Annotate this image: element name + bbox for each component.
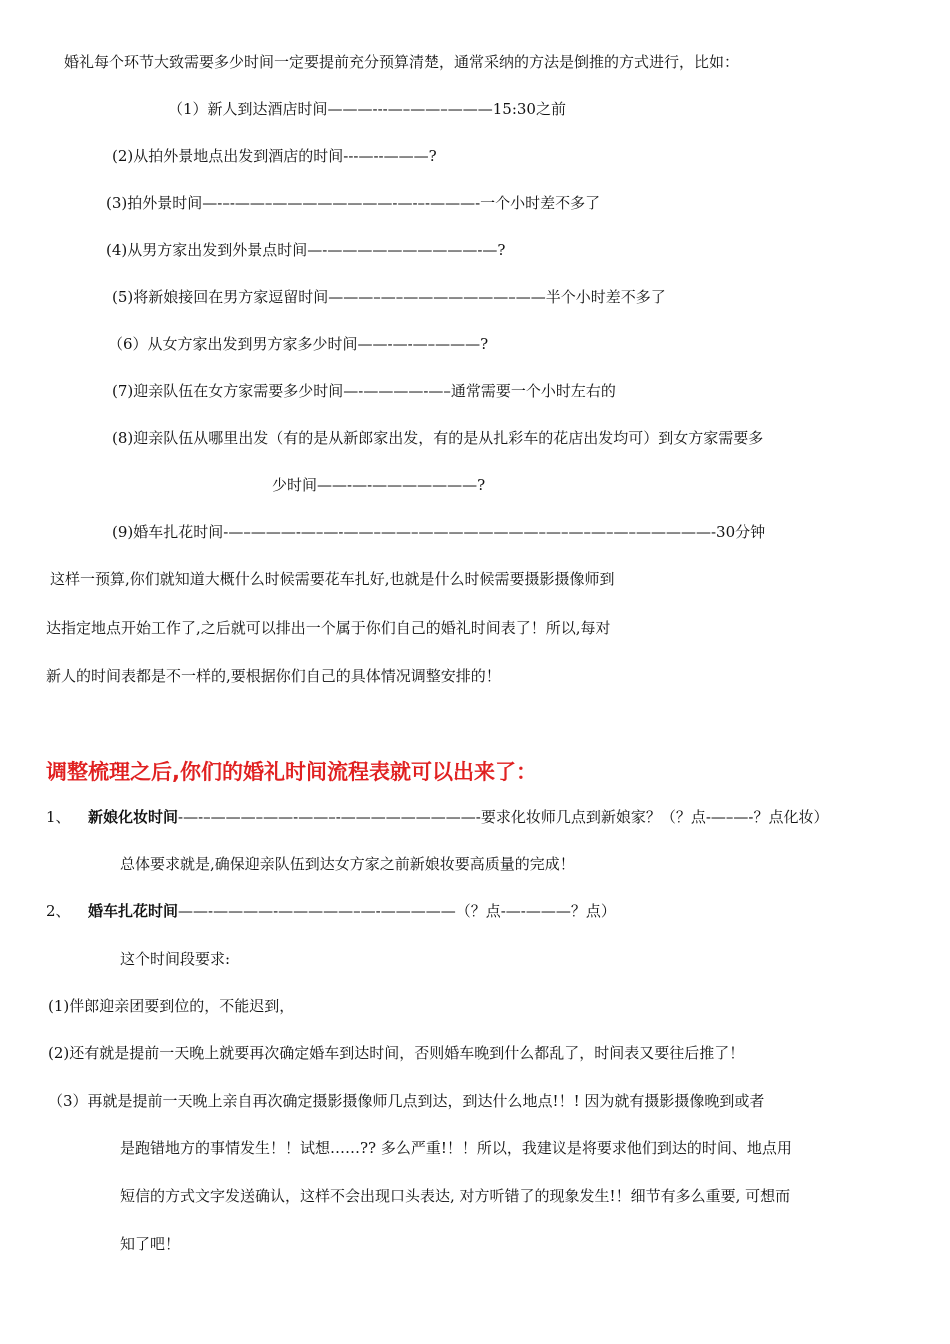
- step-8: (8)迎亲队伍从哪里出发（有的是从新郎家出发，有的是从扎彩车的花店出发均可）到女方家需要多: [112, 429, 764, 447]
- requirement-3: （3）再就是提前一天晚上亲自再次确定摄影摄像师几点到达，到达什么地点!！! 因为就有摄影摄像晚到或者: [48, 1092, 765, 1110]
- item-2-title: 婚车扎花时间: [88, 902, 179, 920]
- item-1-note: 总体要求就是,确保迎亲队伍到达女方家之前新娘妆要高质量的完成！: [120, 855, 575, 873]
- requirement-3-line-3: 短信的方式文字发送确认，这样不会出现口头表达, 对方听错了的现象发生!！细节有多么重要, 可想而: [120, 1187, 791, 1205]
- item-2-number: 2、: [46, 902, 71, 920]
- item-2-text: [88, 900, 616, 922]
- step-4: (4)从男方家出发到外景点时间—-——————————-—?: [106, 241, 506, 259]
- item-1-number: 1、: [46, 808, 71, 826]
- step-2: (2)从拍外景地点出发到酒店的时间---—--———?: [112, 147, 437, 165]
- requirement-1: (1)伴郎迎亲团要到位的，不能迟到，: [48, 997, 295, 1015]
- item-2-details: ——-————-—————–—-—————（？点-—-———？点）: [178, 902, 616, 920]
- item-1-text: [88, 806, 829, 828]
- step-3: (3)拍外景时间—-–-——–————————-—-–-———-一个小时差不多了: [106, 194, 601, 212]
- summary-line-2: 达指定地点开始工作了,之后就可以排出一个属于你们自己的婚礼时间表了！所以,每对: [46, 619, 611, 637]
- summary-line-3: 新人的时间表都是不一样的,要根据你们自己的具体情况调整安排的！: [46, 667, 501, 685]
- step-7: (7)迎亲队伍在女方家需要多少时间—-————-—–通常需要一个小时左右的: [112, 382, 616, 400]
- requirement-3-line-4: 知了吧！: [120, 1235, 181, 1253]
- step-6: （6）从女方家出发到男方家多少时间——-—-—–———?: [108, 335, 489, 353]
- requirement-2: (2)还有就是提前一天晚上就要再次确定婚车到达时间，否则婚车晚到什么都乱了，时间表又要往后推了！: [48, 1044, 745, 1062]
- section-heading: 调整梳理之后,你们的婚礼时间流程表就可以出来了：: [46, 760, 537, 784]
- item-1-title: 新娘化妆时间: [88, 808, 179, 826]
- step-8-continued: 少时间——-—-———————?: [272, 476, 486, 494]
- step-9: (9)婚车扎花时间-—–———-—–—-——–——–————————–—–—–—–—–—————-30分钟: [112, 523, 766, 541]
- item-1-details: -—-–———–——-——–-—————————-要求化妆师几点到新娘家？（？点-—–—-？点化妆）: [178, 808, 829, 826]
- step-5: (5)将新娘接回在男方家逗留时间———–—–———————–——半个小时差不多了: [112, 288, 666, 306]
- item-2-note: 这个时间段要求:: [120, 950, 231, 968]
- intro-text: 婚礼每个环节大致需要多少时间一定要提前充分预算清楚，通常采纳的方法是倒推的方式进行，比如：: [64, 53, 740, 71]
- requirement-3-line-2: 是跑错地方的事情发生！！试想……?? 多么严重!！！所以，我建议是将要求他们到达的时间、地点用: [120, 1139, 792, 1157]
- summary-line-1: 这样一预算,你们就知道大概什么时候需要花车扎好,也就是什么时候需要摄影摄像师到: [50, 570, 615, 588]
- step-1: （1）新人到达酒店时间———---—–——–———15:30之前: [168, 100, 566, 118]
